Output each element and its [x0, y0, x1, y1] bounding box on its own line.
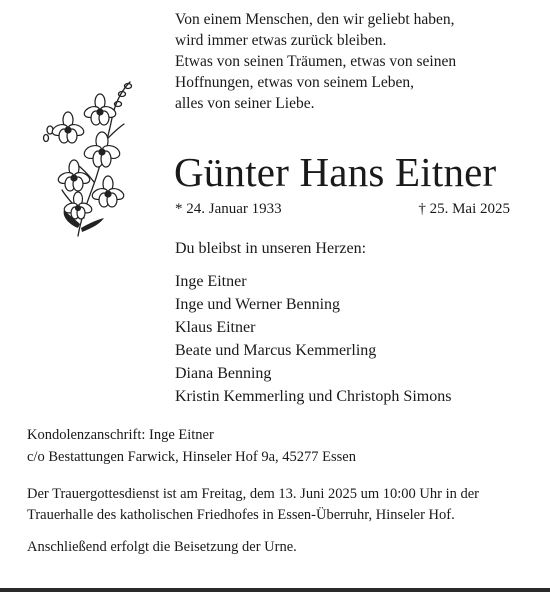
death-date: † 25. Mai 2025: [418, 201, 510, 217]
orchid-icon: [38, 78, 138, 238]
mourner-name: Beate und Marcus Kemmerling: [175, 342, 377, 359]
memorial-poem: [175, 9, 505, 114]
service-info: [27, 484, 527, 526]
mourner-name: Diana Benning: [175, 365, 272, 382]
condolence-address: [27, 424, 356, 468]
poem-line: Hoffnungen, etwas von seinem Leben,: [175, 74, 415, 91]
poem-line: wird immer etwas zurück bleiben.: [175, 32, 387, 49]
mourner-name: Kristin Kemmerling und Christoph Simons: [175, 388, 452, 405]
poem-line: Von einem Menschen, den wir geliebt haben,: [175, 11, 455, 28]
service-line: Trauerhalle des katholischen Friedhofes in Essen-Überruhr, Hinseler Hof.: [27, 507, 455, 523]
burial-info: Anschließend erfolgt die Beisetzung der Urne.: [27, 539, 297, 555]
mourners-list: [175, 270, 451, 408]
poem-line: alles von seiner Liebe.: [175, 95, 315, 112]
mourner-name: Inge Eitner: [175, 273, 247, 290]
service-line: Der Trauergottesdienst ist am Freitag, dem 13. Juni 2025 um 10:00 Uhr in der: [27, 486, 480, 502]
mourner-name: Inge und Werner Benning: [175, 296, 341, 313]
remembrance-line: Du bleibst in unseren Herzen:: [175, 240, 367, 257]
condolence-line: Kondolenzanschrift: Inge Eitner: [27, 427, 214, 443]
mourner-name: Klaus Eitner: [175, 319, 256, 336]
condolence-line: c/o Bestattungen Farwick, Hinseler Hof 9a, 45277 Essen: [27, 449, 356, 465]
poem-line: Etwas von seinen Träumen, etwas von seinen: [175, 53, 457, 70]
bottom-divider: [0, 588, 550, 592]
birth-date: * 24. Januar 1933: [175, 201, 282, 217]
deceased-name: Günter Hans Eitner: [174, 149, 497, 195]
